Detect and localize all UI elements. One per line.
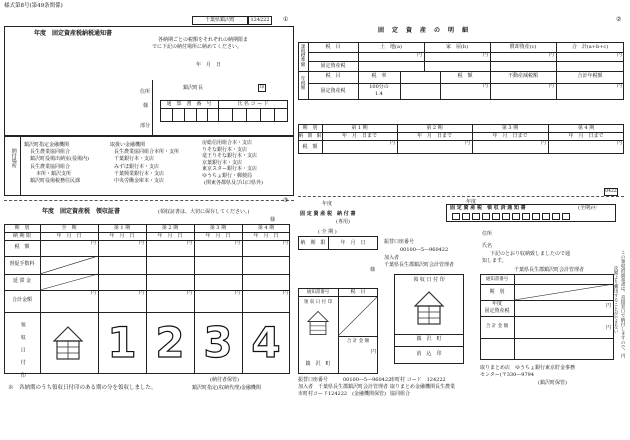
period-hdr-2: 第 2 期 [426, 125, 443, 131]
asset-row-kotei-2: 固定資産税 [320, 88, 346, 94]
stamp-mid-label: 領 収 日 付 印 [413, 277, 445, 283]
asset-row-3 [308, 83, 624, 84]
slip-zenki: ( 全 期 ) [318, 229, 337, 235]
asset-row-kotei-1: 固定資産税 [320, 63, 346, 69]
pay-place-divider [20, 136, 21, 196]
slip-house-icon [306, 310, 330, 336]
notice4-row-4 [480, 338, 614, 339]
receipt-row-label-4: 合計金額 [11, 297, 32, 303]
notice4-row-3 [480, 316, 614, 317]
kanyu-value: 千葉県長生郡鎮沢町会計管理者 [384, 262, 455, 268]
tsuchi-cell-2 [184, 108, 185, 122]
slip-nouki-date: 年 月 日 [340, 240, 366, 246]
asset-mid-line [298, 71, 624, 72]
pay-c3-1: りそな銀行本・支店 [202, 146, 248, 153]
slip-ryoshu-label: 領 収 日 付 印 [303, 300, 333, 305]
notice4-kibetsu: 期 別 [489, 289, 505, 295]
stamp-mid-house-icon [413, 290, 445, 326]
pay-c3-5: ゆうちょ銀行・郵便局 [202, 172, 253, 179]
pay-c1-1: 長生農業協同組合 [30, 149, 71, 156]
slip-goukei-label: 合 計 金 額 [346, 339, 370, 344]
receipt-hdr-5: 第 4 期 [257, 225, 275, 231]
stamp-mid-line-1 [394, 334, 464, 335]
period-hdr-0: 期 別 [302, 125, 318, 131]
receipt-note: (領収証書は、大切に保存してください。) [158, 209, 250, 215]
city-name: 千葉県鎮沢町 [204, 17, 235, 23]
asset-yen-6: 円 [549, 83, 555, 89]
address-label: 住所 [140, 89, 151, 95]
mayor-seal-label: 印 [259, 85, 265, 90]
receipt-yen-b4: 円 [235, 290, 241, 296]
pay-c3-2: 竜王りそな銀行本・支店 [202, 153, 258, 160]
asset-hdr-shoukyaku: 償却資産(c) [509, 44, 537, 50]
asset-row-2 [308, 61, 624, 62]
notice4-diagonal [514, 284, 614, 300]
asset-nenzei-label: 年税額 [300, 76, 306, 90]
receipt-row-label-3: 延 滞 金 [12, 278, 32, 284]
notice4-tsuchi: 通知書番号 [485, 277, 509, 282]
receipt-row-1 [4, 232, 290, 233]
tsuchi-label: 通 知 書 番 号 [166, 101, 212, 107]
pay-c1-0: 鎮沢町指定金融機関 [24, 142, 70, 148]
mid-bank-line: 取りまとめ金融機関長生農業 [390, 384, 456, 390]
receipt-date-1: 年 月 日 [109, 233, 135, 239]
receipt-sama: 様 [270, 217, 276, 223]
asset-yen-1: 円 [417, 52, 423, 58]
asset-hdr-tochi: 土 地(a) [380, 44, 402, 50]
notice4-title: 固 定 資 産 税 領 収 済 通 知 書 [450, 205, 526, 211]
receipt-yen-b1: 円 [91, 290, 97, 296]
pay-c1-3: 長生農業協同組合 [30, 163, 71, 170]
tsuchi-cell-3 [196, 108, 197, 122]
shimei-cell-4 [274, 108, 275, 122]
slip-zeimoku-label: 税 目 [350, 289, 366, 295]
asset-goukei-nen: 合計年税額 [577, 73, 603, 79]
pay-c2-0: 取扱い金融機関 [110, 142, 146, 148]
receipt-date-2: 年 月 日 [157, 233, 183, 239]
period-yen-1: 円 [390, 140, 396, 146]
pay-c1-2: 鎮沢町役場出納室(役場内) [30, 156, 89, 163]
asset-zeigaku: 税 額 [457, 73, 473, 79]
asset-yen-5: 円 [483, 83, 489, 89]
slip-nouki-label: 納 期 限 [300, 240, 326, 246]
stamp-mid-town: 鎮 沢 町 [416, 336, 442, 342]
pay-c2-4: 千葉興業銀行本・支店 [114, 170, 165, 177]
asset-zeimoku: 税 目 [325, 73, 341, 79]
receipt-yen-a2: 円 [139, 240, 145, 246]
period-nouki-3: 年 月 日まで [492, 133, 528, 139]
period-nouki-1: 年 月 日まで [341, 133, 377, 139]
circle-3: ③ [283, 197, 289, 204]
shimei-cell-3 [260, 108, 261, 122]
period-nouki-label: 納 期 限 [298, 134, 322, 139]
pay-col-3 [202, 140, 263, 186]
asset-hdr-zei: 税 目 [325, 44, 341, 50]
form-number: 様式第8号(第49条関係) [4, 3, 63, 9]
asset-yen-7: 円 [617, 83, 623, 89]
notice4-yen-2: 円 [606, 325, 612, 331]
notice4-msg-2: 知します。 [482, 258, 507, 264]
receipt-yen-b5: 円 [283, 290, 289, 296]
asset-rate-top: 100分の [369, 84, 389, 90]
pay-c3-0: 房総信用組合本・支店 [202, 140, 253, 146]
period-yen-4: 円 [617, 140, 623, 146]
tsuchi-cell-1 [172, 108, 173, 122]
receipt-number-1: 1 [107, 318, 137, 367]
receipt-col-1 [40, 224, 41, 374]
notice-text-1: 各納期ごとの税額をそれぞれの納期限ま [158, 37, 249, 43]
slip-tsuchi-label: 通知書番号 [306, 290, 330, 295]
shimei-label: 氏 名 コ ー ド [237, 101, 269, 107]
receipt-diagonal-lines [40, 256, 98, 290]
period-nouki-2: 年 月 日まで [416, 133, 452, 139]
receipt-hdr-0: 期 別 [14, 225, 30, 231]
receipt-row-label-2: 督促手数料 [9, 261, 35, 267]
mid-bank-line2: 協同組合 [390, 391, 411, 397]
pay-c3-4: 東京スター銀行本・支店 [202, 166, 258, 173]
period-zeigaku-label: 税 額 [302, 144, 318, 150]
receipt-row-6 [4, 312, 290, 313]
receipt-yen-b3: 円 [187, 290, 193, 296]
receipt-hdr-2: 第 1 期 [113, 225, 131, 231]
slip-option: (専用) [336, 219, 350, 225]
receipt-row-5 [4, 290, 290, 291]
notice4-store2: センター(〒330―9794 [480, 372, 535, 378]
receipt-yen-a4: 円 [235, 240, 241, 246]
slip-main-row-2 [338, 336, 378, 337]
asset-col-2b [400, 71, 401, 100]
receipt-yen-a1: 円 [91, 240, 97, 246]
asset-rate-bot: 1.4 [375, 91, 383, 97]
mid-code-line: 市町村 コード 124222 [390, 377, 446, 383]
pay-c1-4: 本所・鎮沢支所 [36, 170, 72, 177]
slip-code-line: 市町村コード124222 (金融機関保管) [298, 391, 386, 397]
slip-diagonal [338, 296, 378, 336]
period-yen-3: 円 [541, 140, 547, 146]
asset-hdr-goukei: 合 計(a+b+c) [571, 44, 609, 50]
slip-sama: 様 [370, 267, 376, 273]
pay-c2-5: 中央労働金庫本・支店 [114, 178, 165, 185]
circle-2: ② [616, 16, 622, 23]
asset-yen-2: 円 [483, 52, 489, 58]
notice4-name: 氏名 [482, 243, 493, 249]
furikae-label: 振替口座番号 [384, 239, 415, 245]
receipt-number-3: 3 [203, 318, 233, 367]
kanyu-label: 加入者 [384, 255, 400, 261]
tsuchi-cell-4 [207, 108, 208, 122]
slip-account-1: 振替口座番号 00100―5―960422 [298, 377, 392, 383]
pay-col-1 [24, 142, 89, 185]
receipt-title: 年度 固定資産税 領収証書 [42, 208, 121, 215]
receipt-number-4: 4 [251, 318, 281, 367]
receipt-bank: 鎮沢町指定(収納代理)金融機関 [192, 385, 261, 391]
asset-row-1 [308, 52, 624, 53]
shimei-cell-2 [246, 108, 247, 122]
receipt-keeper: (納付者保管) [210, 377, 239, 383]
notice-date: 年 月 日 [196, 62, 222, 68]
furikae-value: 00100―5―960422 [400, 247, 449, 253]
notice4-year-zei: 年度 [491, 301, 502, 307]
notice-title: 年度 固定資産税納税通知書 [34, 30, 113, 37]
receipt-footer-note: ※ 各納期のうち領収日付印のある期の分を領収しました。 [8, 385, 157, 391]
period-hdr-3: 第 3 期 [501, 125, 519, 131]
notice4-yen-1: 円 [606, 303, 612, 309]
notice4-kanyu: 千葉県長生郡鎮沢町会計管理者 [514, 267, 585, 273]
asset-kazei-label: 課税標準額 [300, 44, 306, 67]
dept-label: 部分 [140, 123, 151, 129]
asset-zeiritsu: 税 率 [371, 73, 387, 79]
pay-c2-1: 長生農業協同組合本所・支所 [114, 149, 180, 156]
period-yen-2: 円 [465, 140, 471, 146]
receipt-row-label-0: 納 期 限 [12, 233, 32, 239]
notice4-msg-1: 下記のとおり収納致しましたので通 [490, 251, 571, 257]
pay-c3-3: 京葉銀行本・支店 [202, 159, 243, 166]
period-hdr-1: 第 1 期 [351, 125, 368, 131]
receipt-hdr-4: 第 3 期 [209, 225, 227, 231]
asset-title: 固 定 資 産 の 明 細 [378, 27, 470, 34]
period-hdr-4: 第 4 期 [577, 125, 595, 131]
pay-c2-3: みずほ銀行本・支店 [114, 163, 160, 170]
notice4-addr: 住所 [482, 231, 493, 237]
slip-title: 固 定 資 産 税 納 付 書 [300, 211, 356, 217]
notice4-side-note2: 次期より郵送することができない [613, 266, 619, 334]
asset-hdr-kaoku: 家 屋(b) [445, 44, 469, 50]
receipt-row-label-5: 領 収 日 付 印 [19, 322, 26, 381]
circle-1: ① [283, 16, 289, 23]
period-nouki-4: 年 月 日まで [568, 133, 604, 139]
receipt-number-2: 2 [155, 318, 185, 367]
receipt-row-2 [4, 240, 290, 241]
slip-account-2: 加入者 千葉県長生郡鎮沢町会計管理者 [298, 384, 389, 390]
notice4-option: (全期)④ [578, 205, 597, 211]
slip-yen: 円 [371, 349, 377, 355]
receipt-yen-b2: 円 [139, 290, 145, 296]
slip-year: 年度 [322, 201, 333, 207]
stamp-mid-shounou: 消 込 印 [416, 351, 442, 357]
pay-c3-6: (関東各都県及び山口県外) [204, 179, 263, 186]
name-label: 様 [143, 103, 149, 109]
cut-line-1 [4, 200, 294, 201]
shimei-cell-1 [232, 108, 233, 122]
receipt-yen-a3: 円 [187, 240, 193, 246]
receipt-date-4: 年 月 日 [253, 233, 279, 239]
stamp-mid-line-2 [394, 346, 464, 347]
house-stamp-icon [52, 325, 84, 361]
asset-yen-4: 円 [617, 52, 623, 58]
notice4-goukei: 合 計 金 額 [485, 324, 509, 329]
notice4-year: 年度 [466, 199, 477, 205]
addr-divider [152, 80, 153, 136]
period-row-2 [298, 140, 624, 141]
receipt-date-3: 年 月 日 [205, 233, 231, 239]
notice4-store: 取りまとめ店 ゆうちょ銀行東京貯金事務 [480, 365, 576, 371]
asset-genmen: 不動産減税額 [507, 73, 538, 79]
notice-text-2: でに下記の納付場所に納めてください。 [152, 44, 243, 50]
notice4-side-note: この領収済通知書は、直接窓口で納付しますので、円 [620, 250, 626, 358]
mayor-label: 鎮沢町長 [183, 85, 204, 91]
receipt-row-label-1: 税 額 [14, 244, 30, 250]
notice4-keeper: (鎮沢町保管) [538, 380, 567, 386]
cut-line-2 [298, 196, 624, 197]
asset-yen-3: 円 [549, 52, 555, 58]
pay-c1-5: 鎮沢町役場税務住民課 [30, 178, 81, 185]
receipt-yen-a5: 円 [283, 240, 289, 246]
pay-col-2 [110, 142, 179, 185]
city-code: 124222 [250, 17, 270, 23]
slip-town: 鎮 沢 町 [305, 361, 331, 367]
receipt-date-0: 年 月 日 [56, 233, 82, 239]
notice4-zei: 固定資産税 [484, 308, 510, 314]
tsuchi-divider [160, 108, 288, 109]
receipt-hdr-1: 全 期 [61, 225, 77, 231]
receipt-hdr-3: 第 2 期 [161, 225, 179, 231]
notice4-code: 0422 [605, 189, 617, 194]
pay-place-label: 納付場所 [10, 148, 17, 168]
pay-c2-2: 千葉銀行本・支店 [114, 156, 155, 163]
